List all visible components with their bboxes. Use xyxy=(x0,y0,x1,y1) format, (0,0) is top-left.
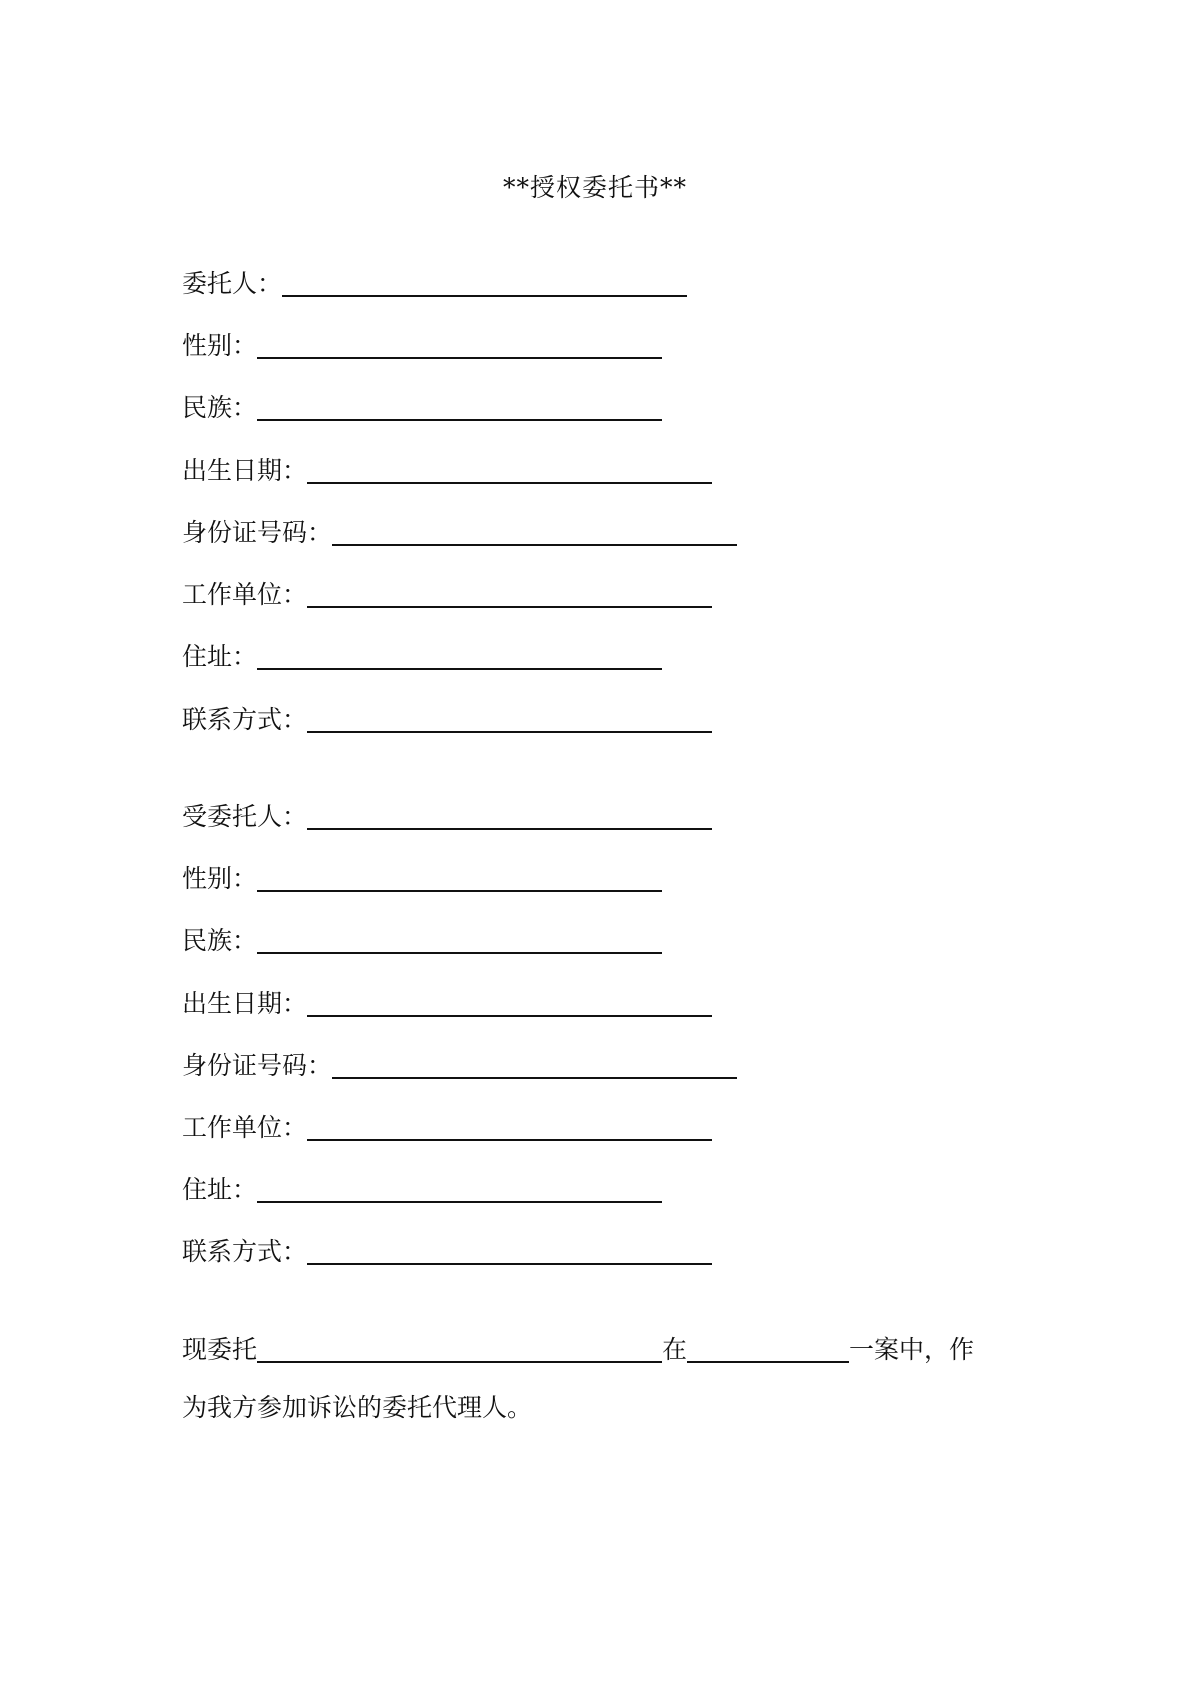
principal-address-label: 住址： xyxy=(182,642,258,671)
agent-employer-row xyxy=(182,1108,712,1144)
statement-agent-blank[interactable] xyxy=(257,1361,662,1363)
principal-idnumber-blank[interactable] xyxy=(332,544,737,546)
agent-employer-blank[interactable] xyxy=(307,1139,712,1141)
statement-line-1 xyxy=(182,1330,1012,1366)
principal-name-label: 委托人： xyxy=(182,269,283,298)
agent-idnumber-row xyxy=(182,1046,737,1082)
agent-name-row xyxy=(182,797,712,833)
agent-contact-label: 联系方式： xyxy=(182,1237,308,1266)
agent-name-label: 受委托人： xyxy=(182,802,308,831)
agent-ethnicity-label: 民族： xyxy=(182,926,258,955)
document-title: **授权委托书** xyxy=(502,173,687,202)
principal-gender-label: 性别： xyxy=(182,331,258,360)
principal-gender-row xyxy=(182,326,662,362)
agent-idnumber-blank[interactable] xyxy=(332,1077,737,1079)
principal-contact-blank[interactable] xyxy=(307,731,712,733)
principal-employer-label: 工作单位： xyxy=(182,580,308,609)
agent-gender-label: 性别： xyxy=(182,864,258,893)
principal-contact-row xyxy=(182,700,712,736)
principal-ethnicity-label: 民族： xyxy=(182,393,258,422)
agent-contact-blank[interactable] xyxy=(307,1263,712,1265)
agent-contact-row xyxy=(182,1232,712,1268)
statement-case-blank[interactable] xyxy=(687,1361,849,1363)
principal-idnumber-label: 身份证号码： xyxy=(182,518,333,547)
principal-employer-row xyxy=(182,575,712,611)
statement-suffix: 一案中，作 xyxy=(849,1335,975,1364)
principal-employer-blank[interactable] xyxy=(307,606,712,608)
principal-ethnicity-row xyxy=(182,388,662,424)
principal-address-row xyxy=(182,637,662,673)
agent-address-label: 住址： xyxy=(182,1175,258,1204)
principal-address-blank[interactable] xyxy=(257,668,662,670)
agent-ethnicity-blank[interactable] xyxy=(257,952,662,954)
statement-prefix: 现委托 xyxy=(182,1335,258,1364)
agent-ethnicity-row xyxy=(182,921,662,957)
principal-birthdate-row xyxy=(182,451,712,487)
agent-gender-blank[interactable] xyxy=(257,890,662,892)
agent-address-blank[interactable] xyxy=(257,1201,662,1203)
agent-birthdate-row xyxy=(182,984,712,1020)
statement-line-2: 为我方参加诉讼的委托代理人。 xyxy=(182,1393,533,1422)
principal-name-blank[interactable] xyxy=(282,295,687,297)
principal-gender-blank[interactable] xyxy=(257,357,662,359)
principal-birthdate-blank[interactable] xyxy=(307,482,712,484)
principal-name-row xyxy=(182,264,687,300)
agent-employer-label: 工作单位： xyxy=(182,1113,308,1142)
agent-idnumber-label: 身份证号码： xyxy=(182,1051,333,1080)
statement-middle: 在 xyxy=(662,1335,688,1364)
agent-birthdate-blank[interactable] xyxy=(307,1015,712,1017)
agent-name-blank[interactable] xyxy=(307,828,712,830)
principal-ethnicity-blank[interactable] xyxy=(257,419,662,421)
agent-address-row xyxy=(182,1170,662,1206)
principal-birthdate-label: 出生日期： xyxy=(182,456,308,485)
agent-birthdate-label: 出生日期： xyxy=(182,989,308,1018)
principal-idnumber-row xyxy=(182,513,737,549)
agent-gender-row xyxy=(182,859,662,895)
principal-contact-label: 联系方式： xyxy=(182,705,308,734)
